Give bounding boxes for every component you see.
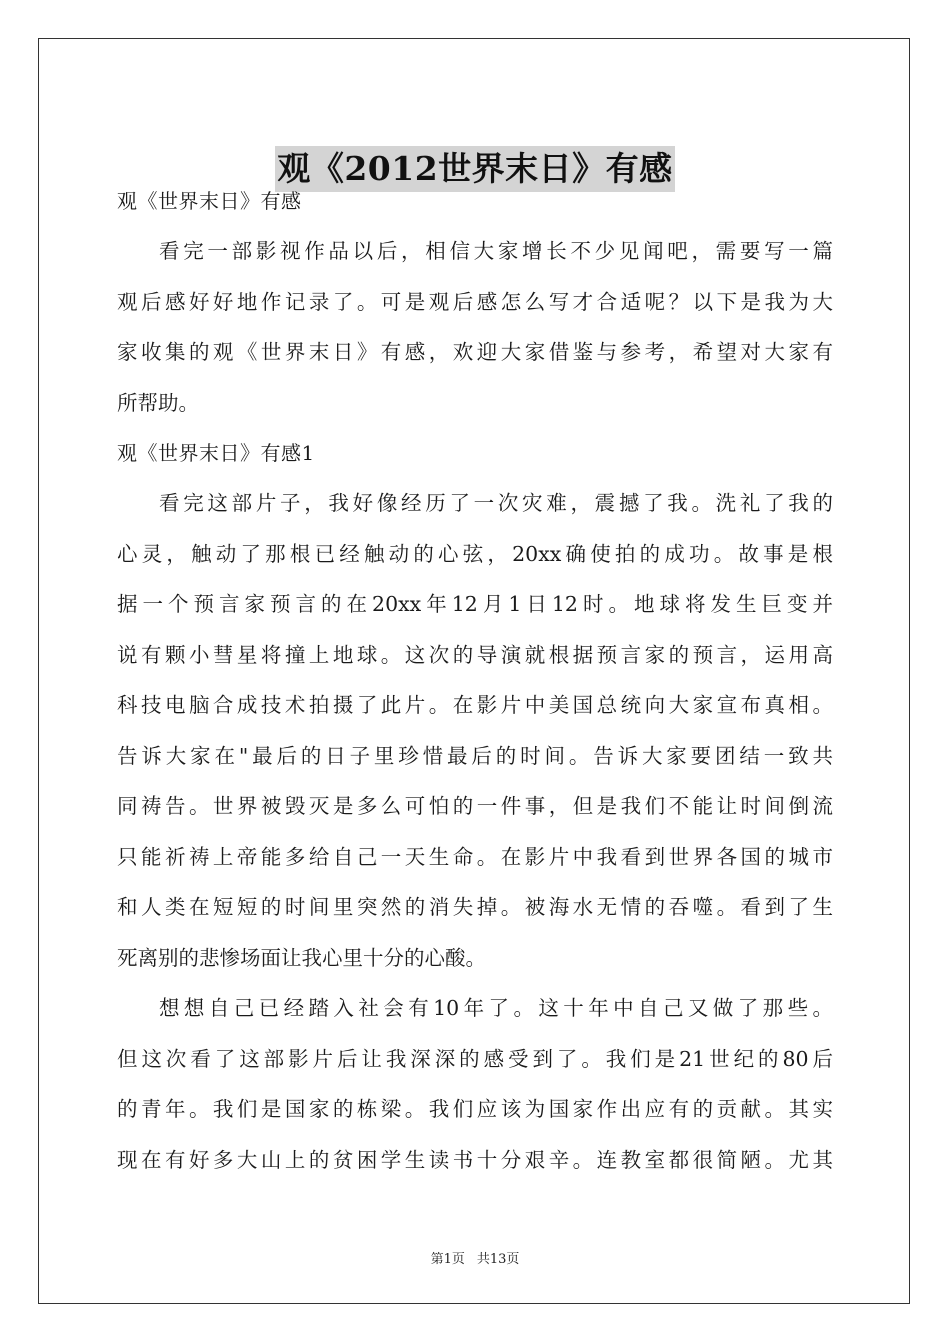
text-line: 据一个预言家预言的在20xx年12月1日12时。地球将发生巨变并 (117, 592, 833, 616)
text-line: 同祷告。世界被毁灭是多么可怕的一件事，但是我们不能让时间倒流 (117, 794, 833, 818)
body-paragraph-2 (117, 983, 833, 1185)
text-line: 说有颗小彗星将撞上地球。这次的导演就根据预言家的预言，运用高 (117, 642, 833, 667)
text-line: 的青年。我们是国家的栋梁。我们应该为国家作出应有的贡献。其实 (117, 1097, 833, 1121)
page-footer (0, 1248, 950, 1267)
text-line: 但这次看了这部影片后让我深深的感受到了。我们是21世纪的80后 (117, 1046, 833, 1071)
text-line: 所帮助。 (117, 390, 199, 415)
intro-paragraph (117, 226, 833, 428)
page-number: 第1页 (430, 1252, 465, 1267)
text-line: 家收集的观《世界末日》有感，欢迎大家借鉴与参考，希望对大家有 (117, 340, 833, 364)
text-line: 现在有好多大山上的贫困学生读书十分艰辛。连教室都很简陋。尤其 (117, 1147, 833, 1172)
document-title: 观《2012世界末日》有感 (275, 146, 674, 192)
section-heading: 观《世界末日》有感1 (117, 441, 315, 465)
text-line: 科技电脑合成技术拍摄了此片。在影片中美国总统向大家宣布真相。 (117, 693, 833, 717)
text-line: 想想自己已经踏入社会有10年了。这十年中自己又做了那些。 (159, 996, 833, 1020)
text-line: 只能祈祷上帝能多给自己一天生命。在影片中我看到世界各国的城市 (117, 844, 833, 869)
text-line: 死离别的悲惨场面让我心里十分的心酸。 (117, 945, 486, 970)
text-line: 心灵，触动了那根已经触动的心弦，20xx确使拍的成功。故事是根 (117, 541, 833, 566)
text-line: 观后感好好地作记录了。可是观后感怎么写才合适呢？以下是我为大 (117, 289, 833, 314)
body-paragraph-1 (117, 478, 833, 983)
text-line: 告诉大家在"最后的日子里珍惜最后的时间。告诉大家要团结一致共 (117, 743, 833, 768)
document-body (117, 176, 833, 1185)
text-line: 看完一部影视作品以后，相信大家增长不少见闻吧，需要写一篇 (159, 239, 833, 263)
text-line: 和人类在短短的时间里突然的消失掉。被海水无情的吞噬。看到了生 (117, 895, 833, 919)
subtitle: 观《世界末日》有感 (117, 189, 302, 213)
text-line: 看完这部片子，我好像经历了一次灾难，震撼了我。洗礼了我的 (159, 491, 833, 515)
page-total: 共13页 (476, 1252, 520, 1267)
